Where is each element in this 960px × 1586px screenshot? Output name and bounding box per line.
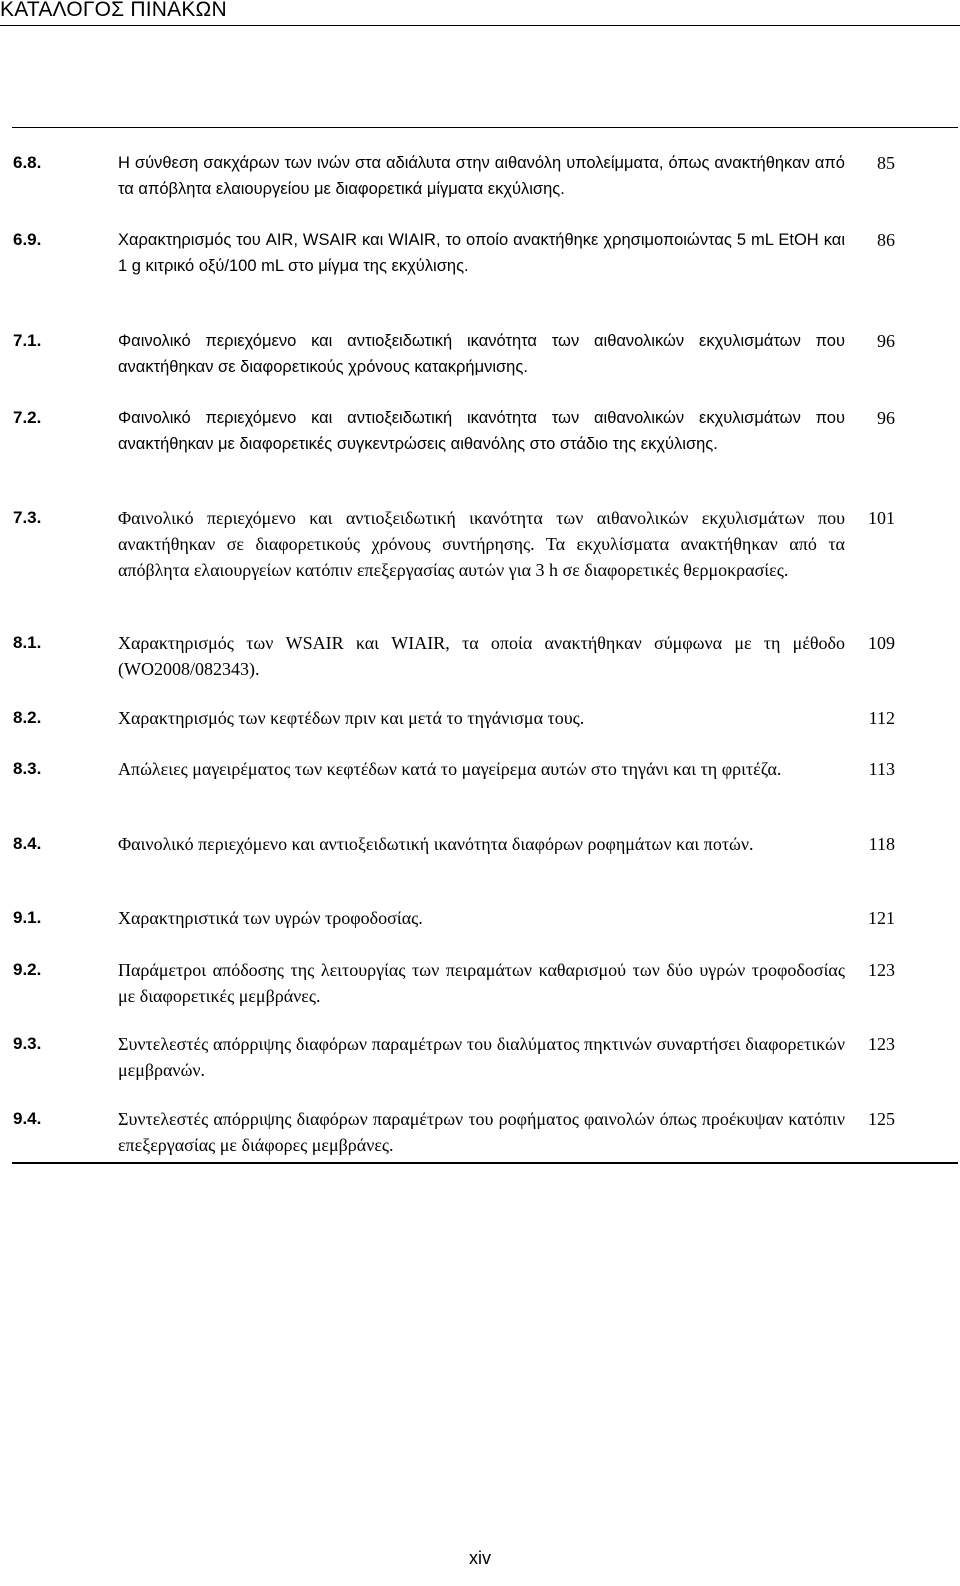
entry-page: 109 (868, 633, 895, 653)
entry-number: 9.1. (13, 908, 42, 927)
entry-page: 123 (868, 960, 895, 980)
page-header-title: ΚΑΤΑΛΟΓΟΣ ΠΙΝΑΚΩΝ (0, 0, 227, 21)
table-bottom-rule (12, 1162, 958, 1164)
entry-page: 118 (868, 834, 895, 854)
entry-number: 8.4. (13, 834, 42, 853)
entry-title: Φαινολικό περιεχόμενο και αντιοξειδωτική ικανότητα των αιθανολικών εκχυλισμάτων που ανακτήθηκαν σε διαφορετικούς χρόνους κατακρήμνισης. (118, 332, 845, 376)
entry-page: 96 (877, 331, 895, 351)
entry-title: Χαρακτηριστικά των υγρών τροφοδοσίας. (118, 908, 423, 928)
entry-title: Η σύνθεση σακχάρων των ινών στα αδιάλυτα στην αιθανόλη υπολείμματα, όπως ανακτήθηκαν από τα απόβλητα ελαιουργείου με διαφορετικά μίγματα εκχύλισης. (118, 154, 845, 198)
entry-number: 7.3. (13, 508, 42, 527)
entry-page: 123 (868, 1034, 895, 1054)
header-divider (0, 25, 960, 26)
entry-title: Χαρακτηρισμός του AIR, WSAIR και WIAIR, το οποίο ανακτήθηκε χρησιμοποιώντας 5 mL EtOH και 1 g κιτρικό οξύ/100 mL στο μίγμα της εκχύλισης. (118, 231, 845, 275)
entry-title: Χαρακτηρισμός των WSAIR και WIAIR, τα οποία ανακτήθηκαν σύμφωνα με τη μέθοδο (WO2008/082343). (118, 633, 845, 679)
entry-page: 96 (877, 408, 895, 428)
entry-page: 86 (877, 230, 895, 250)
entry-page: 85 (877, 153, 895, 173)
entry-title: Φαινολικό περιεχόμενο και αντιοξειδωτική ικανότητα των αιθανολικών εκχυλισμάτων που ανακτήθηκαν σε διαφορετικούς χρόνους συντήρησης. Τα εκχυλίσματα ανακτήθηκαν από τα απόβλητα ελαιουργείων κατόπιν επεξεργασίας αυτών για 3 h σε διαφορετικές θερμοκρασίες. (118, 508, 845, 580)
entry-number: 9.3. (13, 1034, 42, 1053)
table-top-rule (12, 127, 958, 128)
entry-page: 125 (868, 1109, 895, 1129)
entry-title: Παράμετροι απόδοσης της λειτουργίας των πειραμάτων καθαρισμού των δύο υγρών τροφοδοσίας με διαφορετικές μεμβράνες. (118, 960, 845, 1006)
footer-page-number: xiv (469, 1548, 491, 1568)
entry-number: 9.4. (13, 1109, 42, 1128)
entry-page: 113 (868, 759, 895, 779)
entry-number: 6.9. (13, 230, 42, 249)
entry-page: 121 (868, 908, 895, 928)
entry-number: 7.1. (13, 331, 42, 350)
entry-page: 112 (868, 708, 895, 728)
entry-number: 6.8. (13, 153, 42, 172)
entry-title: Απώλειες μαγειρέματος των κεφτέδων κατά το μαγείρεμα αυτών στο τηγάνι και τη φριτέζα. (118, 759, 782, 779)
entry-title: Φαινολικό περιεχόμενο και αντιοξειδωτική ικανότητα διαφόρων ροφημάτων και ποτών. (118, 834, 754, 854)
entry-page: 101 (868, 508, 895, 528)
entry-title: Χαρακτηρισμός των κεφτέδων πριν και μετά το τηγάνισμα τους. (118, 708, 585, 728)
entry-title: Φαινολικό περιεχόμενο και αντιοξειδωτική ικανότητα των αιθανολικών εκχυλισμάτων που ανακτήθηκαν με διαφορετικές συγκεντρώσεις αιθανόλης στο στάδιο της εκχύλισης. (118, 409, 845, 453)
entry-number: 9.2. (13, 960, 42, 979)
entry-title: Συντελεστές απόρριψης διαφόρων παραμέτρων του διαλύματος πηκτινών συναρτήσει διαφορετικών μεμβρανών. (118, 1034, 845, 1080)
entry-title: Συντελεστές απόρριψης διαφόρων παραμέτρων του ροφήματος φαινολών όπως προέκυψαν κατόπιν επεξεργασίας με διάφορες μεμβράνες. (118, 1109, 845, 1155)
entry-number: 7.2. (13, 408, 42, 427)
entry-number: 8.3. (13, 759, 42, 778)
entry-number: 8.2. (13, 708, 42, 727)
entry-number: 8.1. (13, 633, 42, 652)
